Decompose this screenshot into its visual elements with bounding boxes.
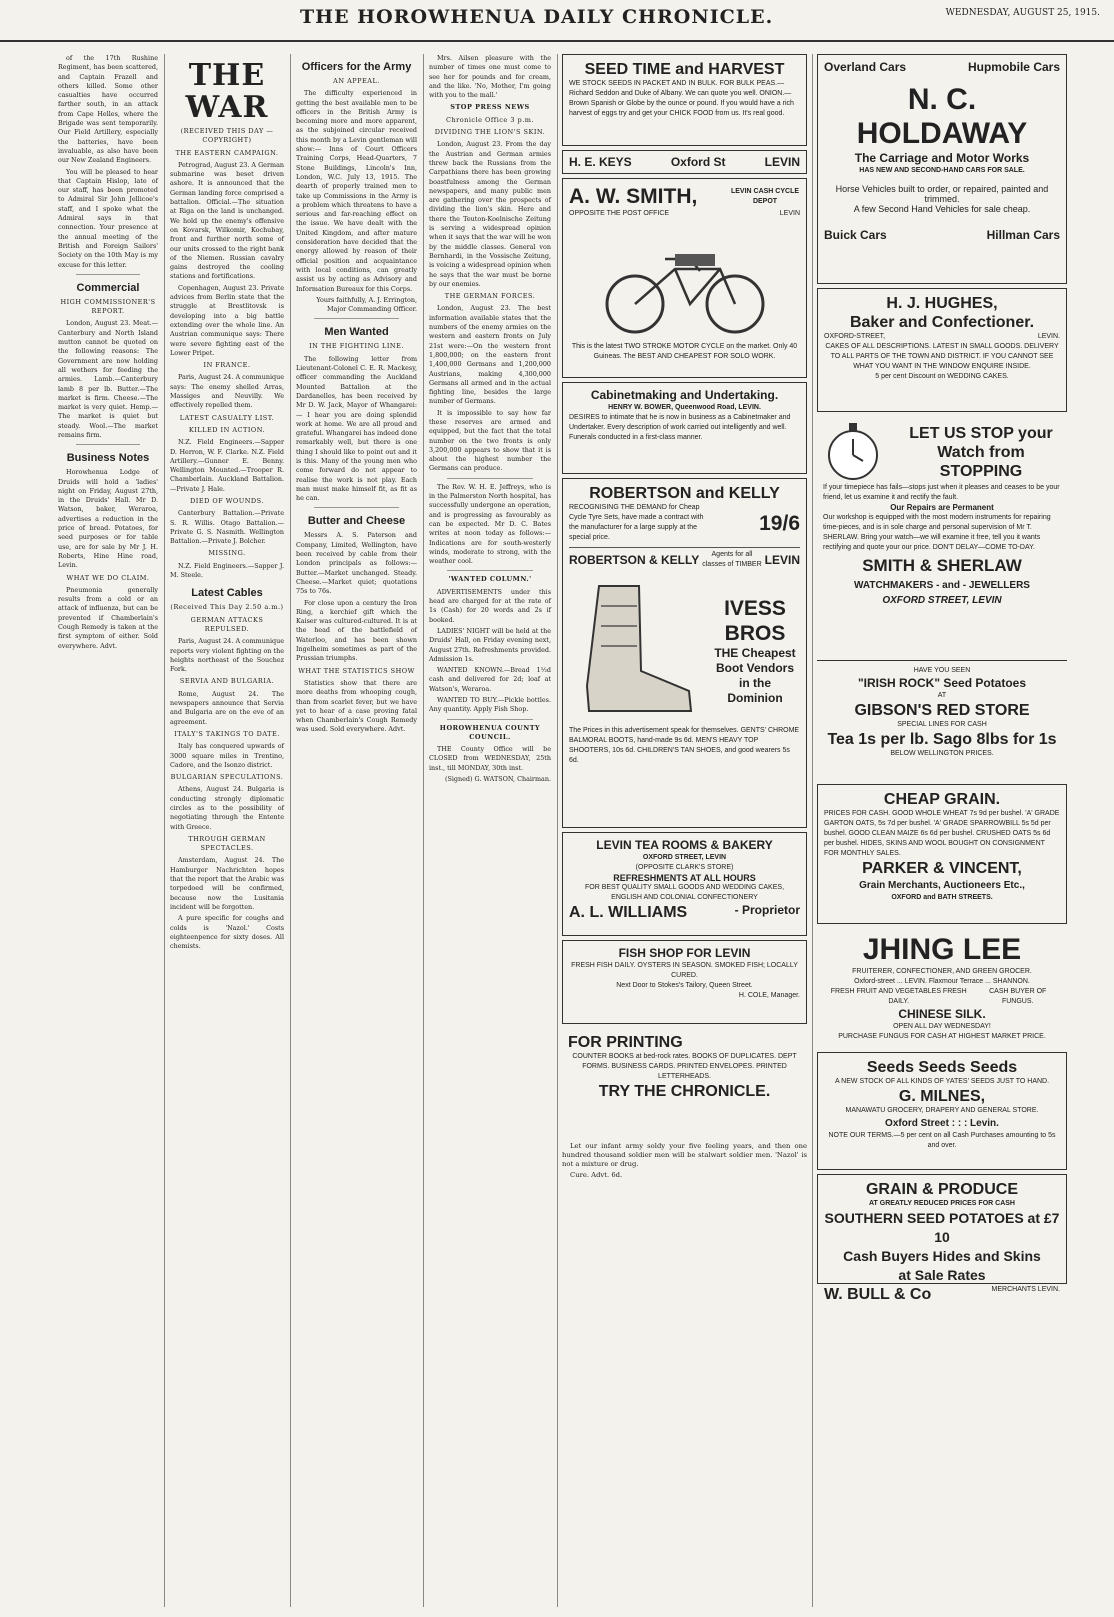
commercial-subheading: HIGH COMMISSIONER'S REPORT. <box>60 297 156 316</box>
officers-signature: Yours faithfully, A. J. Errington, Major Commanding Officer. <box>316 295 417 314</box>
fish-shop-heading: FISH SHOP FOR LEVIN <box>618 946 751 960</box>
cables-received: (Received This Day 2.50 a.m.) <box>170 603 284 612</box>
grain-produce: GRAIN & PRODUCE <box>865 1181 1018 1198</box>
jhing-lee-buyer: CASH BUYER OF FUNGUS. <box>989 988 1047 1005</box>
holdaway-name: N. C. HOLDAWAY <box>856 83 1028 150</box>
lion-skin-heading: DIVIDING THE LION'S SKIN. <box>434 128 546 137</box>
rk-foot-town: LEVIN <box>764 552 800 567</box>
commercial-body: London, August 23. Meat.—Canterbury and North Island mutton cannot be quoted on the following reasons: The Government are now holding all wethers for feeding the armies. Lamb.—Canterbury lamb 8 per lb. Butter.—The market is firm. Cheese.—The market is very quiet. Hemp.—The market is quiet but steady. Wool.—The market remains firm. <box>58 319 158 439</box>
column-rule <box>423 54 424 1607</box>
robertson-kelly-ad <box>562 478 807 828</box>
repulsed-heading: GERMAN ATTACKS REPULSED. <box>190 615 264 633</box>
fish-shop-ad <box>562 940 807 1024</box>
nazol-note: A pure specific for coughs and colds is 'Nazol.' Costs eighteenpence for sixty doses. All chemists. <box>170 914 284 951</box>
hillman-cars: Hillman Cars <box>986 228 1060 242</box>
seeds-body: A NEW STOCK OF ALL KINDS OF YATES' SEEDS JUST TO HAND. <box>834 1078 1050 1085</box>
wanted-known-ad: WANTED KNOWN.—Bread 1½d cash and delivered for 2d; loaf at Watson's, Weraroa. <box>429 666 551 693</box>
missing-body: N.Z. Field Engineers.—Sapper J. M. Steele. <box>170 561 284 580</box>
keys-ad <box>562 150 807 174</box>
tea-rooms-street: OXFORD STREET, LEVIN <box>642 854 727 861</box>
column-6-ads <box>817 54 1067 1609</box>
smith-town: LEVIN <box>779 210 800 217</box>
bull-name: W. BULL & Co <box>824 1286 932 1303</box>
printing-body: COUNTER BOOKS at bed-rock rates. BOOKS OF DUPLICATES. DEPT FORMS. BUSINESS CARDS. PRINTED ENVELOPES. PRINTED LETTERHEADS. <box>572 1053 797 1080</box>
hughes-ad <box>817 288 1067 412</box>
column-rule <box>290 54 291 1607</box>
commercial-heading: Commercial <box>76 281 140 294</box>
gibson-below: BELOW WELLINGTON PRICES. <box>890 750 994 757</box>
column-2 <box>170 54 284 1609</box>
masthead <box>0 0 1114 42</box>
gibson-tea: Tea 1s per lb. Sago 8lbs for 1s <box>827 731 1057 748</box>
jhing-lee-open: OPEN ALL DAY WEDNESDAY! <box>893 1023 991 1030</box>
keys-name: H. E. KEYS <box>569 154 632 169</box>
statistics-body: Statistics show that there are more deaths from whooping cough, than from scarlet fever, but we have yet to hear of a case proving fatal when Chamberlain's Cough Remedy was used. Sold everywhere. Advt. <box>296 678 417 734</box>
german-forces-heading: THE GERMAN FORCES. <box>444 292 536 301</box>
sherlaw-trade: WATCHMAKERS - and - JEWELLERS <box>854 580 1030 591</box>
milnes-address: Oxford Street : : : Levin. <box>885 1118 999 1129</box>
column-5-ads <box>562 54 807 1609</box>
try-chronicle: TRY THE CHRONICLE. <box>598 1083 771 1100</box>
jhing-lee-address: Oxford-street ... LEVIN. Flaxmour Terrace ... SHANNON. <box>854 978 1030 985</box>
column-3 <box>296 54 417 1609</box>
grain-reduced: AT GREATLY REDUCED PRICES FOR CASH <box>869 1200 1015 1207</box>
gibson-ad <box>817 660 1067 780</box>
milnes-terms: NOTE OUR TERMS.—5 per cent on all Cash Purchases amounting to 5s and over. <box>828 1132 1056 1149</box>
france-heading: IN FRANCE. <box>203 361 251 370</box>
county-council-body: THE County Office will be CLOSED from WEDNESDAY, 25th inst., till MONDAY, 30th inst. <box>429 745 551 772</box>
butter-cheese-body: Messrs A. S. Paterson and Company, Limited, Wellington, have been received by cable from their London principals as follows:— Butter.—Market unchanged. Steady. Cheese.—Market quiet; quotations 75s to 76s. <box>296 531 417 596</box>
aw-smith-ad <box>562 178 807 378</box>
footer-cure: Cure. Advt. 6d. <box>570 1171 623 1179</box>
watch-heading: LET US STOP your Watch from STOPPING <box>909 424 1053 480</box>
cheap-grain-body: PRICES FOR CASH. GOOD WHOLE WHEAT 7s 9d per bushel. 'A' GRADE GARTON OATS, 5s 7d per bushel. 'A' GRADE SPARROWBILL 5s 5d per bushel. GOOD CLEAN MAIZE 6s 6d per bushel. CRUSHED OATS 5s 6d per bushel. HIDES, SKINS AND WOOL BOUGHT ON CONSIGNMENT FOR MONTHLY SALES. <box>824 810 1060 857</box>
parker-vincent-address: OXFORD and BATH STREETS. <box>891 894 993 901</box>
sherlaw-ad <box>817 416 1067 656</box>
overland-cars: Overland Cars <box>824 60 907 74</box>
eastern-campaign-heading: THE EASTERN CAMPAIGN. <box>175 148 279 157</box>
sherlaw-name: SMITH & SHERLAW <box>862 556 1022 575</box>
rk-foot-name: ROBERTSON & KELLY <box>569 552 700 567</box>
iron-ring-body: For close upon a century the Iron Ring, a kerchief gift which the Kaiser was cultured-cultured. It is at the head of the battlefield of Waterloo, and has been shown Ingelheim sometimes as part of the Prussian triumphs. <box>296 598 417 663</box>
spectacles-heading: THROUGH GERMAN SPECTACLES. <box>188 834 266 853</box>
buick-cars: Buick Cars <box>824 228 887 242</box>
jhing-lee-fungus: PURCHASE FUNGUS FOR CASH AT HIGHEST MARKET PRICE. <box>838 1033 1046 1040</box>
hupmobile-cars: Hupmobile Cars <box>967 60 1060 74</box>
ladies-night-ad: LADIES' NIGHT will be held at the Druids' Hall, on Friday evening next, August 27th. Refreshments provided. Admission 1s. <box>429 626 551 663</box>
men-wanted-sub: IN THE FIGHTING LINE. <box>309 342 404 351</box>
top-story: Mrs. Ailsen pleasure with the number of times one must come to see her for pounds and for cream, and the like. 'No, Mother, I'm going with you to the mall.' <box>429 54 551 100</box>
seeds-heading: Seeds Seeds Seeds <box>866 1059 1018 1076</box>
footer-note: Let our infant army soldy your five feeling years, and then one hundred thousand soldier men will be stalwart soldier men. 'Nazol' is not a mixture or drug. <box>562 1142 807 1168</box>
men-wanted-heading: Men Wanted <box>324 326 389 339</box>
milnes-trade: MANAWATU GROCERY, DRAPERY AND GENERAL STORE. <box>845 1107 1039 1114</box>
smith-opposite: OPPOSITE THE POST OFFICE <box>569 210 670 217</box>
men-wanted-body: The following letter from Lieutenant-Colonel C. E. R. Mackesy, officer commanding the Auckland Mounted Battalion at the Dardanelles, has been received by Mr D. W. Jack, Mayor of Whangarei:— I hear you are doing splendid work at home. We are all proud and grateful. Whangarei has indeed done remarkably well, but there is one thing I should like to point out and it is this. Many of the young men who come forward do not appear to realise the work is not play. Each man must make himself fit, as fit as he can. <box>296 354 417 503</box>
sherlaw-address: OXFORD STREET, LEVIN <box>882 595 1002 606</box>
copyright-line: (RECEIVED THIS DAY — COPYRIGHT) <box>180 127 274 145</box>
watch-icon <box>823 421 883 483</box>
county-council-heading: HOROWHENUA COUNTY COUNCIL. <box>439 723 541 741</box>
seed-time-ad <box>562 54 807 146</box>
ivess-body: The Prices in this advertisement speak for themselves. GENTS' CHROME BALMORAL BOOTS, hand-made 9s 6d. MEN'S HEAVY TOP SHOOTERS, 10s 6d. CHILDREN'S TAN SHOES, and good wearers 5s 6d. <box>569 727 800 764</box>
hughes-street: OXFORD-STREET, <box>824 333 886 340</box>
casualty-heading: LATEST CASUALTY LIST. <box>179 413 275 422</box>
hughes-body: CAKES OF ALL DESCRIPTIONS. LATEST IN SMALL GOODS. DELIVERY TO ALL PARTS OF THE TOWN AND DISTRICT. IF YOU CANNOT SEE WHAT YOU WANT IN THE WINDOW ENQUIRE INSIDE. <box>825 343 1059 370</box>
hughes-town: LEVIN. <box>1037 333 1060 340</box>
carriage-works: The Carriage and Motor Works <box>854 151 1030 165</box>
wounds-heading: DIED OF WOUNDS. <box>190 496 264 505</box>
tea-rooms-body: FOR BEST QUALITY SMALL GOODS AND WEDDING CAKES, ENGLISH AND COLONIAL CONFECTIONERY <box>584 884 785 901</box>
wanted-column-heading: 'WANTED COLUMN.' <box>448 575 532 584</box>
watch-body: If your timepiece has fails—stops just when it pleases and ceases to be your friend, let us examine it and rectify the fault. <box>823 484 1060 501</box>
tea-rooms-ad <box>562 832 807 936</box>
wanted-column-body: ADVERTISEMENTS under this head are charged for at the rate of 1s (Cash) for 20 words and 2s if booked. <box>429 587 551 624</box>
statistics-heading: WHAT THE STATISTICS SHOW <box>298 666 415 675</box>
cheap-grain-heading: CHEAP GRAIN. <box>883 791 1001 808</box>
serbia-body: Rome, August 24. The newspapers announce that Servia and Bulgaria are on the eve of an agreement. <box>170 689 284 726</box>
stop-press-time: Chronicle Office 3 p.m. <box>445 115 534 124</box>
jhing-lee-trade: FRUITERER, CONFECTIONER, AND GREEN GROCER. <box>852 968 1032 975</box>
bulgaria-heading: BULGARIAN SPECULATIONS. <box>170 773 284 782</box>
gibson-special: SPECIAL LINES FOR CASH <box>897 721 987 728</box>
ivess-name: IVESS BROS <box>724 597 786 645</box>
gibson-potatoes: "IRISH ROCK" Seed Potatoes <box>857 676 1027 690</box>
repulsed-body: Paris, August 24. A communique reports very violent fighting on the heights northeast of the Souchez Fork. <box>170 637 284 674</box>
cabinetmaking-body: DESIRES to intimate that he is now in business as a Cabinetmaker and Undertaker. Every description of work carried out intelligently and well. Funerals conducted in a first-class manner. <box>569 414 791 441</box>
vehicles-cheap: A few Second Hand Vehicles for sale cheap. <box>853 204 1031 214</box>
printing-heading: FOR PRINTING <box>568 1034 683 1051</box>
officers-heading: Officers for the Army <box>301 61 412 73</box>
keys-street: Oxford St <box>670 154 726 169</box>
rk-body: RECOGNISING THE DEMAND for Cheap Cycle Tyre Sets, have made a contract with the manufacturer for a large supply at the special price. <box>569 504 704 541</box>
butter-cheese-heading: Butter and Cheese <box>307 515 406 528</box>
seed-time-body: WE STOCK SEEDS IN PACKET AND IN BULK. FOR BULK PEAS.—Richard Seddon and Duke of Albany. We can quote you well. ONION.—Brown Spanish or Globe by the ounce or pound. If you would have a rich harvest of eggs try and get your CHICK FOOD from us. It's real good. <box>569 80 794 117</box>
rk-heading: ROBERTSON and KELLY <box>589 485 780 502</box>
wounds-body: Canterbury Battalion.—Private S. R. Willis. Otago Battalion.—Private G. S. Nasmith. Wellington Battalion.—Private J. Bolcher. <box>170 509 284 546</box>
cycle-depot: LEVIN CASH CYCLE DEPOT <box>730 187 800 205</box>
austrian-body: Copenhagen, August 23. Private advices from Berlin state that the struggle at Brestlitovsk is developing into a big battle extending over the whole line. An Austrian communique says: There were severe fighting east of the Lower Pripet. <box>170 283 284 357</box>
article-letter: You will be pleased to hear that Captain Hislop, late of our staff, has been promoted to Admiral Sir John Jellicoe's staff, and I spoke what the Admiral says in that connection. Your presence at the annual meeting of the British and Foreign Sailors' Society on the 10th May is my excuse for this letter. <box>58 167 158 269</box>
column-rule <box>557 54 558 1607</box>
parker-vincent-trade: Grain Merchants, Auctioneers Etc., <box>859 880 1025 891</box>
parker-vincent-ad <box>817 784 1067 924</box>
cash-buyers: Cash Buyers Hides and Skins <box>843 1248 1041 1264</box>
killed-body: N.Z. Field Engineers.—Sapper D. Herron, W. F. Clarke. N.Z. Field Artillery.—Gunner E. Benny. Wellington Mounted.—Trooper R. Chamberlain. Auckland Battalion.—Private J. Hale. <box>170 438 284 493</box>
cabinetmaking-ad <box>562 382 807 474</box>
column-1 <box>58 54 158 1609</box>
bull-ad <box>817 1174 1067 1303</box>
latest-cables-heading: Latest Cables <box>191 587 263 600</box>
column-4 <box>429 54 551 1609</box>
lion-skin-body: London, August 23. From the day the Austrian and German armies threw back the Russians from the Carpathians there has been growing boastfulness among the German newspapers, and many public men are gathering over the prospects of dividing the lion's skin. Here and there the Teuton-Koelnische Zeitung is serving a widespread opinion when it says that the war will be won by the middle classes. General von Bernhardi, in the Vossische Zeitung, is voicing a widespread opinion when he says that the war must be borne by our enemies. <box>429 140 551 288</box>
column-rule <box>164 54 165 1607</box>
bull-role: MERCHANTS LEVIN. <box>991 1286 1060 1293</box>
wanted-to-buy-ad: WANTED TO BUY.—Pickle bottles. Any quantity. Apply Fish Shop. <box>429 696 551 714</box>
hughes-trade: Baker and Confectioner. <box>849 314 1035 331</box>
claim-heading: WHAT WE DO CLAIM. <box>66 573 150 582</box>
holdaway-ad <box>817 54 1067 284</box>
williams-role: - Proprietor <box>734 903 800 917</box>
the-war-heading: THE WAR <box>185 58 269 125</box>
milnes-name: G. MILNES, <box>898 1088 986 1105</box>
repairs-body: Our workshop is equipped with the most modern instruments for repairing time-pieces, and is in sole charge and personal supervision of Mr T. SHERLAW. Bring your watch—we will examine it free, tell you it wants rectifying and quote your our price. DON'T DELAY—COME TO-DAY. <box>823 514 1051 551</box>
column-rule <box>812 54 813 1607</box>
business-notes-body: Horowhenua Lodge of Druids will hold a 'ladies' night on Friday, August 27th, in the Druids' Hall. Mr D. Watson, baker, Weraroa, advertises a reduction in the price of bread. Potatoes, for seed purposes or for table use, are for sale by Mr J. H. Roberts, Hine Hine road, Levin. <box>58 468 158 570</box>
aw-smith-name: A. W. SMITH, <box>569 185 698 208</box>
eastern-campaign-body: Petrograd, August 23. A German submarine was beset driven ashore. It is announced that the German landing force comprised a battalion. Official.—The situation at Riga on the land is unchanged. We hold up the enemy's offensive on Kovarsk, Wilkomir, Kochubay, front and further north some of our units crossed to the right bank of the Niemen. Russian cavalry gains destroyed the cooling stations and fortifications. <box>170 160 284 281</box>
german-forces-body-2: It is impossible to say how far these reserves are armed and equipped, but the fact that the total number on the two fronts is only 3,200,000 appears to show that it is about the highest number the Germans can produce. <box>429 408 551 473</box>
horse-vehicles: Horse Vehicles built to order, or repaired, painted and trimmed. <box>835 184 1049 204</box>
gibson-ask: HAVE YOU SEEN <box>913 667 971 674</box>
rk-foot-timber: Agents for all classes of TIMBER <box>702 551 762 568</box>
gibson-store: GIBSON'S RED STORE <box>854 702 1030 719</box>
fish-shop-manager: H. COLE, Manager. <box>738 992 800 999</box>
new-second-hand: HAS NEW AND SECOND-HAND CARS FOR SALE. <box>859 167 1025 174</box>
motorcycle-caption: This is the latest TWO STROKE MOTOR CYCLE on the market. Only 40 Guineas. The BEST AND CHEAPEST FOR SOLO WORK. <box>571 343 798 360</box>
article-intro: of the 17th Rushine Regiment, has been scattered, and Captain Frazell and others killed. Some other casualties have occurred farther south, in an attack from Cape Helles, where the Brigade was sent temporarily. Our Field Artillery, especially the batteries, have been invaluable, as also have been our New Zealand Engineers. <box>58 54 158 165</box>
boot-illustration <box>569 576 699 726</box>
italy-heading: ITALY'S TAKINGS TO DATE. <box>174 729 280 738</box>
jhing-lee-name: JHING LEE <box>862 933 1022 966</box>
repairs-heading: Our Repairs are Permanent <box>890 503 994 512</box>
sale-rates: at Sale Rates <box>898 1267 986 1283</box>
fish-shop-next: Next Door to Stokes's Tailory, Queen Street. <box>616 982 753 989</box>
stop-press-heading: STOP PRESS NEWS <box>450 103 530 112</box>
jhing-lee-ad <box>817 928 1067 1048</box>
business-notes-heading: Business Notes <box>66 452 150 465</box>
missing-heading: MISSING. <box>208 549 246 558</box>
hughes-name: H. J. HUGHES, <box>886 295 998 312</box>
motorcycle-illustration <box>595 219 775 339</box>
fish-shop-body: FRESH FISH DAILY. OYSTERS IN SEASON. SMOKED FISH; LOCALLY CURED. <box>571 962 798 979</box>
milnes-ad <box>817 1052 1067 1170</box>
issue-date: WEDNESDAY, AUGUST 25, 1915. <box>945 8 1100 18</box>
newspaper-title: THE HOROWHENUA DAILY CHRONICLE. <box>300 6 774 28</box>
serbia-heading: SERVIA AND BULGARIA. <box>179 677 275 686</box>
france-body: Paris, August 24. A communique says: The enemy shelled Arras, Massiges and Neuvilly. We effectively repelled them. <box>170 373 284 410</box>
ivess-tagline: THE Cheapest Boot Vendors in the Dominion <box>714 646 796 705</box>
parker-vincent-name: PARKER & VINCENT, <box>862 860 1022 877</box>
gibson-at: AT <box>937 692 947 699</box>
killed-heading: KILLED IN ACTION. <box>188 425 266 434</box>
claim-body: Pneumonia generally results from a cold or an attack of influenza, but can be prevented if Chamberlain's Cough Remedy is taken at the first symptom of either. Sold everywhere. Advt. <box>58 585 158 650</box>
williams-name: A. L. WILLIAMS <box>569 904 688 921</box>
hughes-discount: 5 per cent Discount on WEDDING CAKES. <box>875 373 1009 380</box>
italy-body: Italy has conquered upwards of 3000 square miles in Trentino, Cadore, and the Isonzo district. <box>170 742 284 769</box>
appeal-heading: AN APPEAL. <box>333 77 380 85</box>
tea-rooms-refresh: REFRESHMENTS AT ALL HOURS <box>613 873 756 883</box>
jhing-lee-silk: CHINESE SILK. <box>898 1007 986 1021</box>
rk-price: 19/6 <box>759 511 800 535</box>
county-council-sign: (Signed) G. WATSON, Chairman. <box>444 775 551 784</box>
officers-body: The difficulty experienced in getting the best available men to be officers in the British Army is becoming more and more apparent, as the subjoined circular received this month by a Levin gentleman will show:— Inns of Court Officers Training Corps, Head-Quarters, 7 Stone Buildings, Lincoln's Inn, London, W.C. July 13, 1915. The dearth of properly trained men to take up Commissions in the Army is a problem which threatens to have a serious and far-reaching effect on the issue. We have dealt with the United Kingdom, and after mature consideration have decided that the energy allowed by reason of their official position and acquaintance with local conditions, can greatly assist us by acting as Advisory and Information Bureaux for this Corps. <box>296 89 417 293</box>
keys-town: LEVIN <box>764 154 800 169</box>
printing-ad <box>562 1028 807 1138</box>
jhing-lee-fruit: FRESH FRUIT AND VEGETABLES FRESH DAILY. <box>830 988 967 1005</box>
bower-name: HENRY W. BOWER, Queenwood Road, LEVIN. <box>608 404 761 411</box>
cabinetmaking-heading: Cabinetmaking and Undertaking. <box>590 388 779 402</box>
spectacles-body: Amsterdam, August 24. The Hamburger Nachrichten hopes that the report that the Arabic was torpedoed will be confirmed, because now the Lusitania incident will be forgotten. <box>170 856 284 911</box>
southern-potatoes: SOUTHERN SEED POTATOES at £7 10 <box>824 1210 1060 1245</box>
seed-time-heading: SEED TIME and HARVEST <box>584 61 785 78</box>
tea-rooms-heading: LEVIN TEA ROOMS & BAKERY <box>596 838 773 852</box>
tea-rooms-opposite: (OPPOSITE CLARK'S STORE) <box>635 864 734 871</box>
rev-note: The Rev. W. H. E. Jeffreys, who is in the Palmerston North hospital, has successfully undergone an operation, and is progressing as favourably as can be expected. Mr D. C. Bates writes at noon today as follows:— Indications are for south-westerly winds, moderate to strong, with the weather cool. <box>429 482 551 566</box>
german-forces-body: London, August 23. The best information available states that the numbers of the enemy armies on the western and eastern fronts on July 21st were:—On the western front 1,800,000; on the eastern front 1,400,000 Germans and 1,200,000 Austrians, making 4,300,000 Germans all armed and in the actual fighting line, besides the large number of Germans. <box>429 304 551 406</box>
bulgaria-body: Athens, August 24. Bulgaria is conducting strongly diplomatic circles as to the possibility of negotiating through the Entente with Greece. <box>170 785 284 831</box>
